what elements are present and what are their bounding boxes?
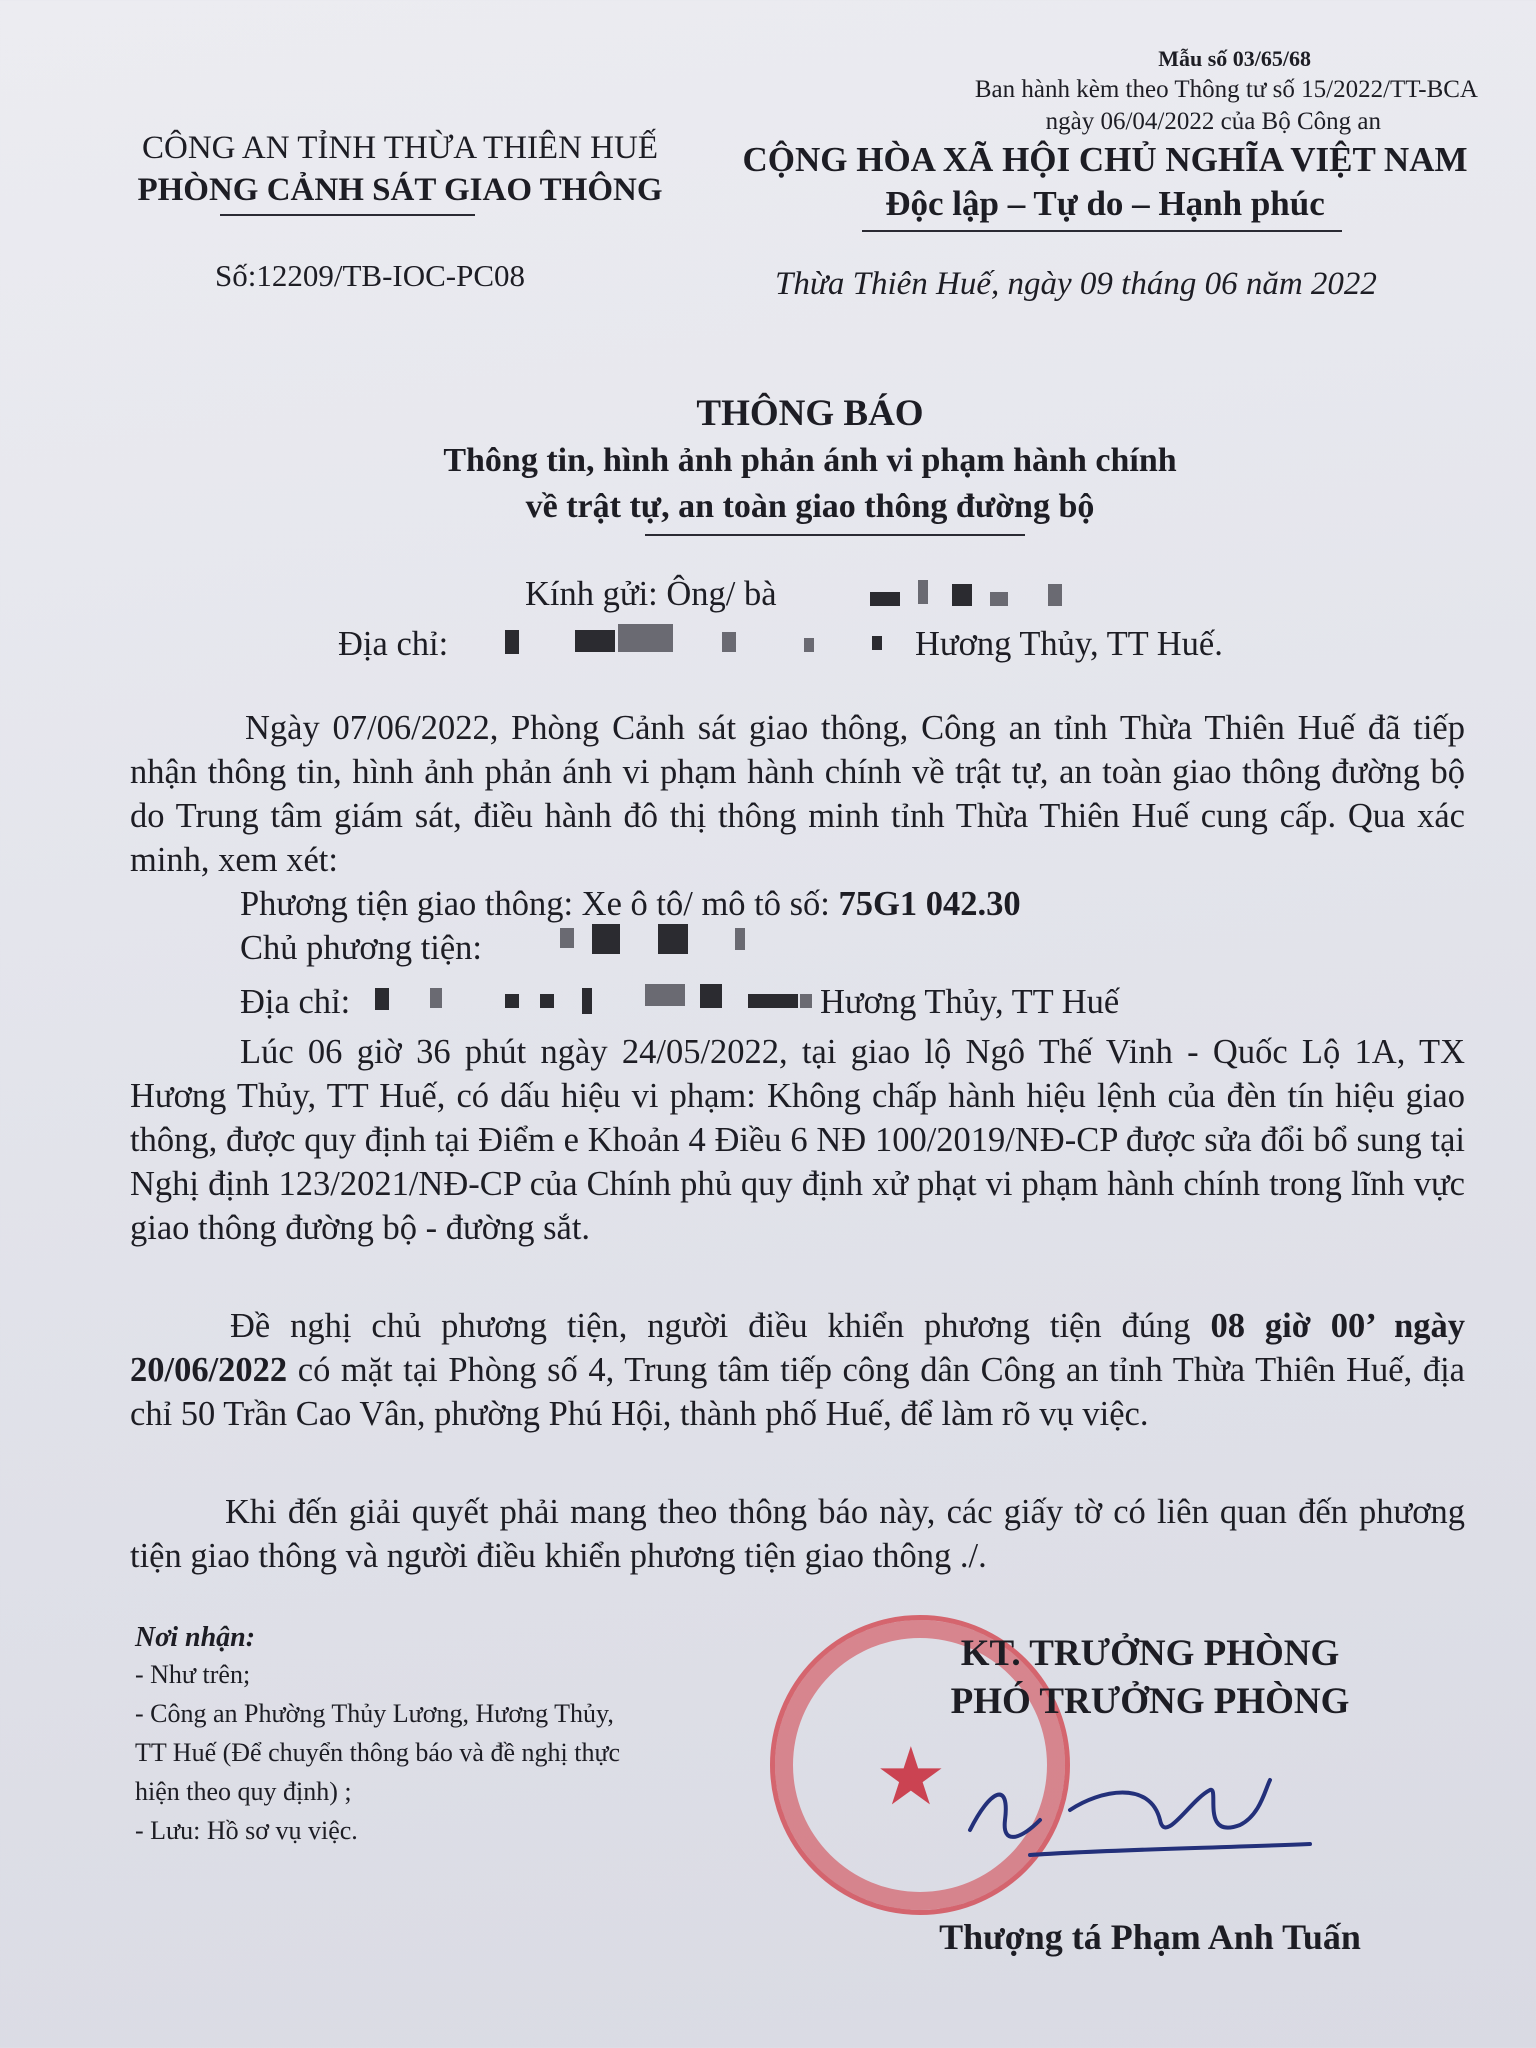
recipient-address-label: Địa chỉ: xyxy=(338,625,449,663)
redaction-block xyxy=(990,592,1008,606)
redaction-block xyxy=(592,924,620,954)
redaction-block xyxy=(658,924,688,954)
handwritten-signature xyxy=(950,1750,1330,1880)
org-unit: PHÒNG CẢNH SÁT GIAO THÔNG xyxy=(137,172,663,208)
recipient-label: Kính gửi: Ông/ bà xyxy=(525,575,777,613)
motto-underline xyxy=(862,230,1342,232)
redaction-block xyxy=(430,988,442,1008)
redaction-block xyxy=(560,928,574,948)
document-subtitle-2: về trật tự, an toàn giao thông đường bộ xyxy=(525,488,1095,525)
redaction-block xyxy=(505,994,519,1008)
paragraph-violation: Lúc 06 giờ 36 phút ngày 24/05/2022, tại giao lộ Ngô Thế Vinh - Quốc Lộ 1A, TX Hương Thủy, TT Huế, có dấu hiệu vi phạm: Không chấp hành hiệu lệnh của đèn tín hiệu giao thông, được quy định tại Điểm e Khoản 4 Điều 6 NĐ 100/2019/NĐ-CP được sửa đổi bổ sung tại Nghị định 123/2021/NĐ-CP của Chính phủ quy định xử phạt vi phạm hành chính trong lĩnh vực giao thông đường bộ - đường sắt. xyxy=(130,1033,1465,1247)
place-date: Thừa Thiên Huế, ngày 09 tháng 06 năm 2022 xyxy=(775,266,1377,302)
redaction-block xyxy=(952,584,972,606)
vehicle-label xyxy=(240,882,1021,926)
paragraph-summons xyxy=(130,1304,1465,1436)
recipient-item: - Như trên; xyxy=(135,1660,251,1689)
appointment-time: 08 giờ 00’ ngày 20/06/2022 xyxy=(130,1307,1466,1389)
recipients-list xyxy=(135,1655,620,1850)
owner-address-label: Địa chỉ: xyxy=(240,983,351,1021)
redaction-block xyxy=(870,592,900,606)
redaction-block xyxy=(722,632,736,652)
paragraph-documents: Khi đến giải quyết phải mang theo thông báo này, các giấy tờ có liên quan đến phương tiện giao thông và người điều khiển phương tiện giao thông ./. xyxy=(130,1493,1465,1575)
redaction-block xyxy=(918,580,928,604)
document-subtitle-1: Thông tin, hình ảnh phản ánh vi phạm hành chính xyxy=(443,442,1177,479)
recipient-item: TT Huế (Để chuyển thông báo và đề nghị thực xyxy=(135,1738,621,1767)
vehicle-plate: 75G1 042.30 xyxy=(838,885,1021,923)
redaction-block xyxy=(540,994,554,1008)
owner-label: Chủ phương tiện: xyxy=(240,929,483,967)
country-name: CỘNG HÒA XÃ HỘI CHỦ NGHĨA VIỆT NAM xyxy=(742,140,1468,179)
redaction-block xyxy=(804,638,814,652)
vehicle-label-text: Phương tiện giao thông: Xe ô tô/ mô tô số: xyxy=(240,885,830,923)
redaction-block xyxy=(735,928,745,950)
national-motto: Độc lập – Tự do – Hạnh phúc xyxy=(885,184,1325,223)
redaction-block xyxy=(575,630,615,652)
issued-date: ngày 06/04/2022 của Bộ Công an xyxy=(1045,108,1381,135)
document-number: Số:12209/TB-IOC-PC08 xyxy=(215,258,526,293)
form-code: Mẫu số 03/65/68 xyxy=(1158,46,1311,71)
redaction-block xyxy=(800,994,812,1008)
signature-title-2: PHÓ TRƯỞNG PHÒNG xyxy=(950,1681,1350,1722)
title-underline xyxy=(645,534,1025,536)
redaction-block xyxy=(700,984,722,1008)
recipient-item: - Công an Phường Thủy Lương, Hương Thủy, xyxy=(135,1699,614,1728)
redaction-block xyxy=(645,984,685,1006)
signature-title-1: KT. TRƯỞNG PHÒNG xyxy=(960,1633,1340,1674)
owner-address-visible: Hương Thủy, TT Huế xyxy=(820,983,1120,1021)
issued-with: Ban hành kèm theo Thông tư số 15/2022/TT-BCA xyxy=(974,76,1478,103)
org-parent: CÔNG AN TỈNH THỪA THIÊN HUẾ xyxy=(141,130,658,166)
redaction-block xyxy=(582,988,592,1014)
redaction-block xyxy=(505,630,519,654)
summons-text-a: Đề nghị chủ phương tiện, người điều khiển phương tiện đúng xyxy=(230,1307,1191,1345)
document-title: THÔNG BÁO xyxy=(696,393,924,434)
summons-text-b: có mặt tại Phòng số 4, Trung tâm tiếp công dân Công an tỉnh Thừa Thiên Huế, địa chỉ 50 Trần Cao Vân, phường Phú Hội, thành phố Huế, để làm rõ vụ việc. xyxy=(130,1351,1465,1433)
redaction-block xyxy=(748,994,798,1008)
recipient-address-visible: Hương Thủy, TT Huế. xyxy=(915,625,1223,663)
redaction-block xyxy=(375,988,389,1010)
redaction-block xyxy=(618,624,673,652)
redaction-block xyxy=(872,636,882,650)
recipient-item: - Lưu: Hồ sơ vụ việc. xyxy=(135,1816,358,1845)
paragraph-reception: Ngày 07/06/2022, Phòng Cảnh sát giao thông, Công an tỉnh Thừa Thiên Huế đã tiếp nhận thông tin, hình ảnh phản ánh vi phạm hành chính về trật tự, an toàn giao thông đường bộ do Trung tâm giám sát, điều hành đô thị thông minh tỉnh Thừa Thiên Huế cung cấp. Qua xác minh, xem xét: xyxy=(130,709,1465,879)
redaction-block xyxy=(1048,584,1062,606)
recipients-heading: Nơi nhận: xyxy=(135,1622,256,1653)
star-icon: ★ xyxy=(875,1734,947,1822)
org-underline xyxy=(220,214,475,216)
recipient-item: hiện theo quy định) ; xyxy=(135,1777,352,1806)
signer-name: Thượng tá Phạm Anh Tuấn xyxy=(939,1917,1361,1957)
